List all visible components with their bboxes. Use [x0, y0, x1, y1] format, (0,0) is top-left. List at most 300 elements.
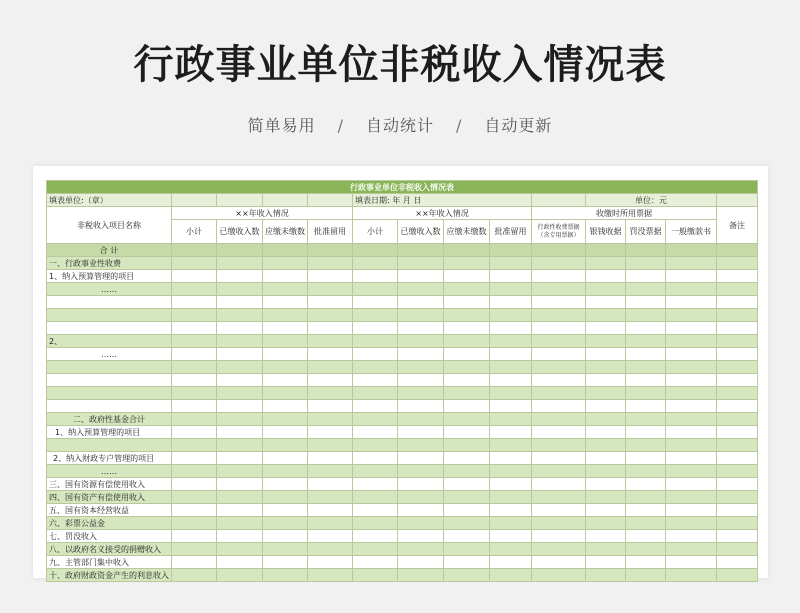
- cell[interactable]: [353, 361, 398, 374]
- cell[interactable]: [308, 400, 353, 413]
- cell[interactable]: [532, 387, 586, 400]
- cell[interactable]: [666, 400, 717, 413]
- cell[interactable]: [308, 491, 353, 504]
- cell[interactable]: [532, 335, 586, 348]
- cell[interactable]: [586, 296, 626, 309]
- cell[interactable]: [626, 361, 666, 374]
- cell[interactable]: [263, 322, 308, 335]
- cell[interactable]: [717, 439, 758, 452]
- cell[interactable]: [532, 556, 586, 569]
- cell[interactable]: [308, 413, 353, 426]
- cell[interactable]: [172, 374, 217, 387]
- cell[interactable]: [444, 309, 490, 322]
- cell[interactable]: [217, 296, 263, 309]
- cell[interactable]: [353, 270, 398, 283]
- cell[interactable]: [490, 374, 532, 387]
- cell[interactable]: [717, 348, 758, 361]
- cell[interactable]: [398, 504, 444, 517]
- cell[interactable]: [717, 374, 758, 387]
- cell[interactable]: [172, 244, 217, 257]
- cell[interactable]: [308, 244, 353, 257]
- cell[interactable]: [263, 569, 308, 582]
- cell[interactable]: [490, 491, 532, 504]
- cell[interactable]: [353, 387, 398, 400]
- cell[interactable]: [308, 556, 353, 569]
- cell[interactable]: [172, 491, 217, 504]
- cell[interactable]: [586, 322, 626, 335]
- cell[interactable]: [398, 270, 444, 283]
- cell[interactable]: [532, 426, 586, 439]
- cell[interactable]: [586, 309, 626, 322]
- cell[interactable]: [217, 270, 263, 283]
- cell[interactable]: [490, 504, 532, 517]
- cell[interactable]: [398, 387, 444, 400]
- cell[interactable]: [172, 413, 217, 426]
- cell[interactable]: [490, 270, 532, 283]
- cell[interactable]: [490, 426, 532, 439]
- cell[interactable]: [353, 439, 398, 452]
- cell[interactable]: [308, 322, 353, 335]
- cell[interactable]: [308, 439, 353, 452]
- cell[interactable]: [717, 283, 758, 296]
- cell[interactable]: [308, 387, 353, 400]
- cell[interactable]: [717, 413, 758, 426]
- cell[interactable]: [308, 335, 353, 348]
- cell[interactable]: [444, 465, 490, 478]
- cell[interactable]: [717, 257, 758, 270]
- cell[interactable]: [444, 387, 490, 400]
- cell[interactable]: [490, 400, 532, 413]
- cell[interactable]: [263, 361, 308, 374]
- cell[interactable]: [217, 569, 263, 582]
- cell[interactable]: [717, 361, 758, 374]
- cell[interactable]: [353, 530, 398, 543]
- cell[interactable]: [353, 400, 398, 413]
- cell[interactable]: [308, 348, 353, 361]
- cell[interactable]: [717, 270, 758, 283]
- cell[interactable]: [398, 257, 444, 270]
- cell[interactable]: [263, 504, 308, 517]
- cell[interactable]: [444, 569, 490, 582]
- cell[interactable]: [172, 387, 217, 400]
- cell[interactable]: [586, 491, 626, 504]
- cell[interactable]: [532, 543, 586, 556]
- cell[interactable]: [586, 439, 626, 452]
- cell[interactable]: [626, 556, 666, 569]
- cell[interactable]: [217, 478, 263, 491]
- cell[interactable]: [626, 374, 666, 387]
- cell[interactable]: [217, 491, 263, 504]
- cell[interactable]: [586, 504, 626, 517]
- cell[interactable]: [398, 426, 444, 439]
- cell[interactable]: [398, 296, 444, 309]
- cell[interactable]: [444, 413, 490, 426]
- cell[interactable]: [490, 361, 532, 374]
- cell[interactable]: [353, 309, 398, 322]
- cell[interactable]: [532, 270, 586, 283]
- cell[interactable]: [444, 517, 490, 530]
- cell[interactable]: [444, 491, 490, 504]
- cell[interactable]: [263, 309, 308, 322]
- cell[interactable]: [444, 426, 490, 439]
- cell[interactable]: [717, 400, 758, 413]
- cell[interactable]: [308, 504, 353, 517]
- cell[interactable]: [626, 452, 666, 465]
- cell[interactable]: [217, 361, 263, 374]
- cell[interactable]: [586, 348, 626, 361]
- cell[interactable]: [353, 543, 398, 556]
- cell[interactable]: [172, 348, 217, 361]
- cell[interactable]: [490, 543, 532, 556]
- cell[interactable]: [172, 270, 217, 283]
- cell[interactable]: [532, 413, 586, 426]
- cell[interactable]: [626, 504, 666, 517]
- cell[interactable]: [353, 517, 398, 530]
- cell[interactable]: [586, 478, 626, 491]
- cell[interactable]: [444, 335, 490, 348]
- cell[interactable]: [532, 309, 586, 322]
- cell[interactable]: [398, 517, 444, 530]
- cell[interactable]: [666, 517, 717, 530]
- cell[interactable]: [308, 478, 353, 491]
- cell[interactable]: [586, 452, 626, 465]
- cell[interactable]: [217, 257, 263, 270]
- cell[interactable]: [308, 374, 353, 387]
- cell[interactable]: [532, 283, 586, 296]
- cell[interactable]: [532, 348, 586, 361]
- cell[interactable]: [172, 426, 217, 439]
- cell[interactable]: [444, 257, 490, 270]
- cell[interactable]: [717, 452, 758, 465]
- cell[interactable]: [172, 322, 217, 335]
- cell[interactable]: [263, 543, 308, 556]
- cell[interactable]: [490, 244, 532, 257]
- cell[interactable]: [353, 478, 398, 491]
- cell[interactable]: [398, 400, 444, 413]
- cell[interactable]: [666, 504, 717, 517]
- cell[interactable]: [353, 452, 398, 465]
- cell[interactable]: [217, 413, 263, 426]
- cell[interactable]: [398, 413, 444, 426]
- cell[interactable]: [717, 491, 758, 504]
- cell[interactable]: [532, 244, 586, 257]
- cell[interactable]: [398, 530, 444, 543]
- cell[interactable]: [666, 387, 717, 400]
- cell[interactable]: [308, 194, 353, 207]
- cell[interactable]: [666, 374, 717, 387]
- cell[interactable]: [444, 283, 490, 296]
- cell[interactable]: [172, 452, 217, 465]
- cell[interactable]: [444, 374, 490, 387]
- cell[interactable]: [717, 322, 758, 335]
- cell[interactable]: [626, 413, 666, 426]
- cell[interactable]: [490, 452, 532, 465]
- cell[interactable]: [666, 296, 717, 309]
- cell[interactable]: [490, 517, 532, 530]
- cell[interactable]: [626, 439, 666, 452]
- cell[interactable]: [398, 543, 444, 556]
- cell[interactable]: [263, 478, 308, 491]
- cell[interactable]: [308, 569, 353, 582]
- cell[interactable]: [353, 413, 398, 426]
- cell[interactable]: [626, 465, 666, 478]
- cell[interactable]: [217, 387, 263, 400]
- cell[interactable]: [586, 270, 626, 283]
- cell[interactable]: [490, 530, 532, 543]
- cell[interactable]: [263, 348, 308, 361]
- cell[interactable]: [353, 491, 398, 504]
- cell[interactable]: [586, 465, 626, 478]
- cell[interactable]: [263, 400, 308, 413]
- cell[interactable]: [532, 194, 586, 207]
- cell[interactable]: [586, 413, 626, 426]
- cell[interactable]: [398, 491, 444, 504]
- cell[interactable]: [263, 387, 308, 400]
- cell[interactable]: [626, 309, 666, 322]
- cell[interactable]: [586, 530, 626, 543]
- cell[interactable]: [172, 296, 217, 309]
- cell[interactable]: [398, 244, 444, 257]
- cell[interactable]: [717, 465, 758, 478]
- cell[interactable]: [666, 244, 717, 257]
- cell[interactable]: [308, 543, 353, 556]
- cell[interactable]: [444, 296, 490, 309]
- cell[interactable]: [717, 296, 758, 309]
- cell[interactable]: [666, 569, 717, 582]
- cell[interactable]: [532, 504, 586, 517]
- cell[interactable]: [586, 257, 626, 270]
- cell[interactable]: [308, 517, 353, 530]
- cell[interactable]: [717, 335, 758, 348]
- cell[interactable]: [586, 543, 626, 556]
- cell[interactable]: [172, 569, 217, 582]
- cell[interactable]: [666, 348, 717, 361]
- cell[interactable]: [217, 309, 263, 322]
- cell[interactable]: [490, 465, 532, 478]
- cell[interactable]: [444, 322, 490, 335]
- cell[interactable]: [586, 283, 626, 296]
- cell[interactable]: [626, 543, 666, 556]
- cell[interactable]: [217, 439, 263, 452]
- cell[interactable]: [444, 361, 490, 374]
- cell[interactable]: [217, 543, 263, 556]
- cell[interactable]: [532, 374, 586, 387]
- cell[interactable]: [172, 335, 217, 348]
- cell[interactable]: [626, 244, 666, 257]
- cell[interactable]: [490, 257, 532, 270]
- cell[interactable]: [666, 257, 717, 270]
- cell[interactable]: [444, 543, 490, 556]
- cell[interactable]: [532, 452, 586, 465]
- cell[interactable]: [263, 335, 308, 348]
- cell[interactable]: [717, 543, 758, 556]
- cell[interactable]: [717, 556, 758, 569]
- cell[interactable]: [444, 439, 490, 452]
- cell[interactable]: [586, 361, 626, 374]
- cell[interactable]: [217, 322, 263, 335]
- cell[interactable]: [353, 257, 398, 270]
- cell[interactable]: [263, 517, 308, 530]
- cell[interactable]: [490, 478, 532, 491]
- cell[interactable]: [626, 270, 666, 283]
- cell[interactable]: [308, 309, 353, 322]
- cell[interactable]: [263, 465, 308, 478]
- cell[interactable]: [666, 452, 717, 465]
- cell[interactable]: [353, 244, 398, 257]
- cell[interactable]: [308, 296, 353, 309]
- cell[interactable]: [353, 322, 398, 335]
- cell[interactable]: [586, 387, 626, 400]
- cell[interactable]: [353, 348, 398, 361]
- cell[interactable]: [172, 257, 217, 270]
- cell[interactable]: [532, 569, 586, 582]
- cell[interactable]: [490, 322, 532, 335]
- cell[interactable]: [217, 530, 263, 543]
- cell[interactable]: [717, 309, 758, 322]
- cell[interactable]: [308, 270, 353, 283]
- cell[interactable]: [532, 322, 586, 335]
- cell[interactable]: [626, 491, 666, 504]
- cell[interactable]: [353, 426, 398, 439]
- cell[interactable]: [217, 194, 263, 207]
- cell[interactable]: [217, 374, 263, 387]
- cell[interactable]: [398, 335, 444, 348]
- cell[interactable]: [308, 283, 353, 296]
- cell[interactable]: [532, 530, 586, 543]
- cell[interactable]: [666, 270, 717, 283]
- cell[interactable]: [666, 413, 717, 426]
- cell[interactable]: [263, 530, 308, 543]
- cell[interactable]: [626, 335, 666, 348]
- cell[interactable]: [172, 400, 217, 413]
- cell[interactable]: [490, 439, 532, 452]
- cell[interactable]: [217, 283, 263, 296]
- cell[interactable]: [308, 426, 353, 439]
- cell[interactable]: [308, 452, 353, 465]
- cell[interactable]: [490, 348, 532, 361]
- cell[interactable]: [263, 491, 308, 504]
- cell[interactable]: [490, 569, 532, 582]
- cell[interactable]: [626, 569, 666, 582]
- cell[interactable]: [353, 335, 398, 348]
- cell[interactable]: [666, 335, 717, 348]
- cell[interactable]: [172, 361, 217, 374]
- cell[interactable]: [353, 283, 398, 296]
- cell[interactable]: [444, 400, 490, 413]
- cell[interactable]: [217, 335, 263, 348]
- cell[interactable]: [626, 283, 666, 296]
- cell[interactable]: [444, 270, 490, 283]
- cell[interactable]: [666, 361, 717, 374]
- cell[interactable]: [490, 556, 532, 569]
- cell[interactable]: [263, 426, 308, 439]
- cell[interactable]: [398, 478, 444, 491]
- cell[interactable]: [263, 296, 308, 309]
- cell[interactable]: [217, 244, 263, 257]
- cell[interactable]: [626, 296, 666, 309]
- cell[interactable]: [172, 530, 217, 543]
- cell[interactable]: [398, 439, 444, 452]
- cell[interactable]: [308, 257, 353, 270]
- cell[interactable]: [626, 478, 666, 491]
- cell[interactable]: [532, 296, 586, 309]
- cell[interactable]: [586, 400, 626, 413]
- cell[interactable]: [172, 194, 217, 207]
- cell[interactable]: [666, 556, 717, 569]
- cell[interactable]: [172, 478, 217, 491]
- cell[interactable]: [586, 517, 626, 530]
- cell[interactable]: [586, 335, 626, 348]
- cell[interactable]: [444, 452, 490, 465]
- cell[interactable]: [308, 465, 353, 478]
- cell[interactable]: [217, 452, 263, 465]
- cell[interactable]: [717, 387, 758, 400]
- cell[interactable]: [263, 244, 308, 257]
- cell[interactable]: [666, 491, 717, 504]
- cell[interactable]: [626, 387, 666, 400]
- cell[interactable]: [398, 322, 444, 335]
- cell[interactable]: [353, 374, 398, 387]
- cell[interactable]: [398, 556, 444, 569]
- cell[interactable]: [490, 283, 532, 296]
- cell[interactable]: [666, 283, 717, 296]
- cell[interactable]: [717, 478, 758, 491]
- cell[interactable]: [172, 465, 217, 478]
- cell[interactable]: [490, 309, 532, 322]
- cell[interactable]: [263, 439, 308, 452]
- cell[interactable]: [263, 194, 308, 207]
- cell[interactable]: [398, 361, 444, 374]
- cell[interactable]: [666, 439, 717, 452]
- cell[interactable]: [172, 517, 217, 530]
- cell[interactable]: [717, 504, 758, 517]
- cell[interactable]: [626, 517, 666, 530]
- cell[interactable]: [586, 569, 626, 582]
- cell[interactable]: [398, 569, 444, 582]
- cell[interactable]: [172, 283, 217, 296]
- cell[interactable]: [666, 426, 717, 439]
- cell[interactable]: [444, 348, 490, 361]
- cell[interactable]: [444, 556, 490, 569]
- cell[interactable]: [398, 348, 444, 361]
- cell[interactable]: [490, 387, 532, 400]
- cell[interactable]: [586, 556, 626, 569]
- cell[interactable]: [263, 270, 308, 283]
- cell[interactable]: [586, 374, 626, 387]
- cell[interactable]: [263, 413, 308, 426]
- cell[interactable]: [532, 517, 586, 530]
- cell[interactable]: [626, 348, 666, 361]
- cell[interactable]: [626, 257, 666, 270]
- cell[interactable]: [717, 569, 758, 582]
- cell[interactable]: [626, 322, 666, 335]
- cell[interactable]: [263, 257, 308, 270]
- cell[interactable]: [172, 439, 217, 452]
- cell[interactable]: [532, 439, 586, 452]
- cell[interactable]: [263, 452, 308, 465]
- cell[interactable]: [172, 504, 217, 517]
- cell[interactable]: [490, 296, 532, 309]
- cell[interactable]: [398, 452, 444, 465]
- cell[interactable]: [586, 244, 626, 257]
- cell[interactable]: [217, 504, 263, 517]
- cell[interactable]: [626, 400, 666, 413]
- cell[interactable]: [717, 530, 758, 543]
- cell[interactable]: [490, 413, 532, 426]
- cell[interactable]: [532, 465, 586, 478]
- cell[interactable]: [626, 426, 666, 439]
- cell[interactable]: [444, 244, 490, 257]
